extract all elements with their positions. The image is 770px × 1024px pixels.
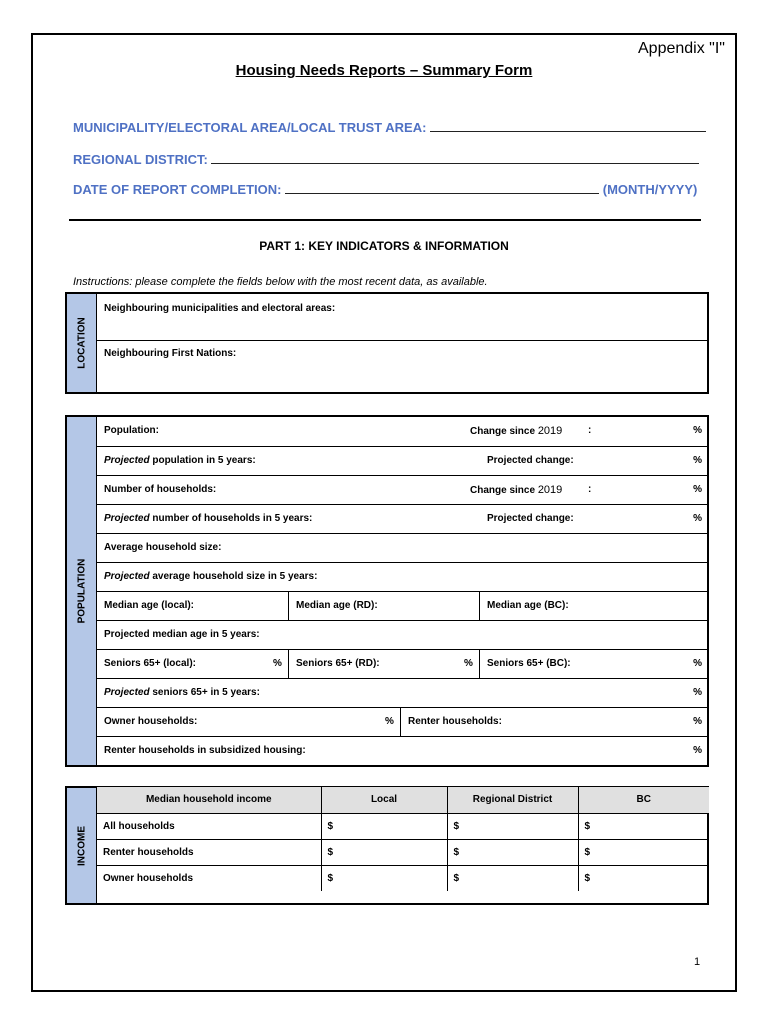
avg-household-size-row[interactable]: Average household size: — [97, 533, 707, 562]
page-number: 1 — [694, 956, 701, 968]
households-row[interactable]: Number of households: Change since 2019 : % — [97, 475, 707, 504]
seniors-row[interactable]: Seniors 65+ (local): % Seniors 65+ (RD): % Seniors 65+ (BC): % — [97, 649, 707, 678]
income-header-row: Median household income Local Regional District BC — [97, 787, 709, 813]
instructions: Instructions: please complete the fields below with the most recent data, as available. — [73, 276, 488, 288]
projected-households-row[interactable]: Projected number of households in 5 years: Projected change: % — [97, 504, 707, 533]
date-field[interactable]: DATE OF REPORT COMPLETION: (MONTH/YYYY) — [73, 182, 698, 197]
neighbouring-municipalities-field[interactable]: Neighbouring municipalities and electoral areas: — [97, 294, 707, 341]
population-label: POPULATION — [76, 558, 87, 624]
form-page — [31, 33, 737, 992]
projected-median-age-row[interactable]: Projected median age in 5 years: — [97, 620, 707, 649]
table-row[interactable]: Renter households $ $ $ — [97, 839, 709, 865]
page-title: Housing Needs Reports – Summary Form — [235, 62, 533, 79]
neighbouring-first-nations-field[interactable]: Neighbouring First Nations: — [104, 348, 237, 359]
municipality-field[interactable]: MUNICIPALITY/ELECTORAL AREA/LOCAL TRUST AREA: — [73, 119, 706, 135]
population-row[interactable]: Population: Change since 2019 : % — [104, 425, 702, 437]
tenure-row[interactable]: Owner households: % Renter households: % — [97, 707, 707, 736]
regional-district-field[interactable]: REGIONAL DISTRICT: — [73, 151, 699, 167]
location-label: LOCATION — [76, 317, 87, 369]
part-title: PART 1: KEY INDICATORS & INFORMATION — [259, 239, 509, 253]
projected-avg-size-row[interactable]: Projected average household size in 5 years: — [97, 562, 707, 591]
projected-population-row[interactable]: Projected population in 5 years: Projected change: % — [97, 446, 707, 475]
table-row[interactable]: Owner households $ $ $ — [97, 865, 709, 891]
location-section — [65, 292, 709, 394]
divider — [69, 219, 701, 221]
appendix-label: Appendix "I" — [638, 40, 725, 57]
median-age-row[interactable]: Median age (local): Median age (RD): Median age (BC): — [97, 591, 707, 620]
income-table — [97, 787, 709, 891]
renter-subsidized-row[interactable]: Renter households in subsidized housing: % — [97, 736, 707, 765]
income-section — [65, 786, 709, 905]
projected-seniors-row[interactable]: Projected seniors 65+ in 5 years: % — [97, 678, 707, 707]
table-row[interactable]: All households $ $ $ — [97, 813, 709, 839]
income-label: INCOME — [76, 825, 87, 866]
population-section — [65, 415, 709, 767]
